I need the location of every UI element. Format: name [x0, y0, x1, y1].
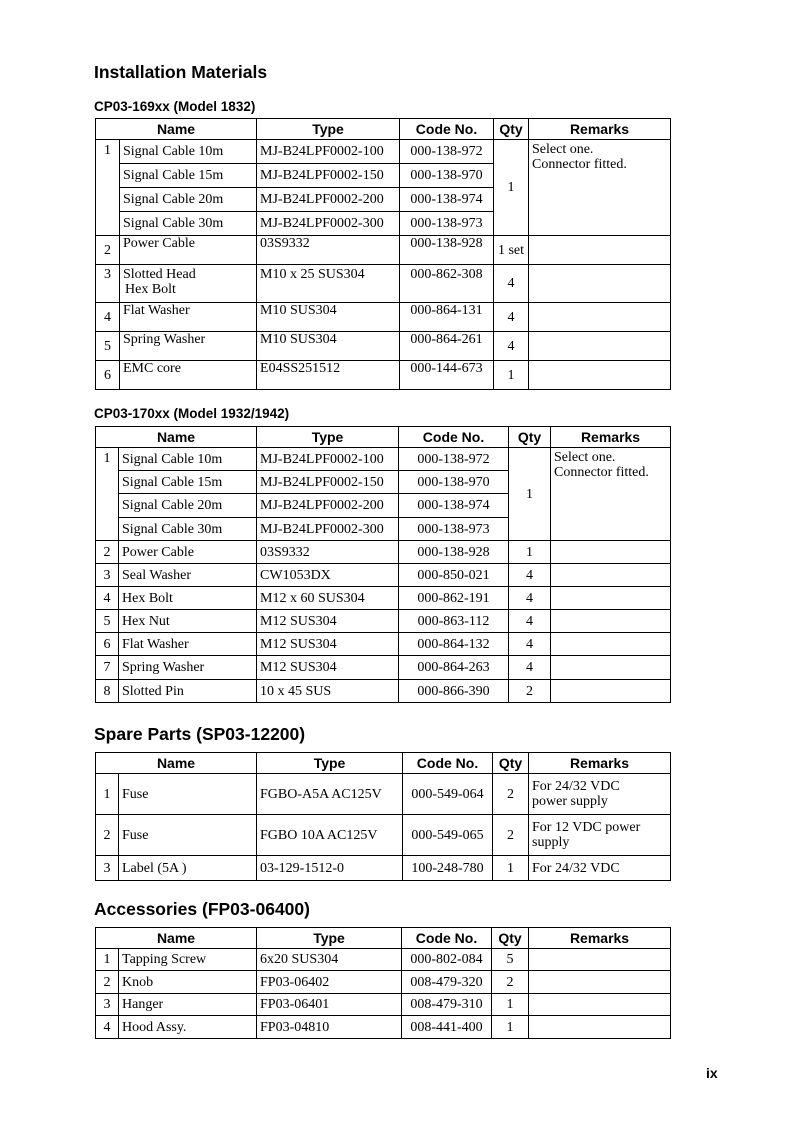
- item-qty: 4: [494, 303, 529, 332]
- item-qty: 2: [493, 774, 529, 815]
- table1-header: [96, 119, 671, 140]
- item-name-line: Hex Bolt: [125, 282, 176, 297]
- item-name: Tapping Screw: [119, 949, 257, 971]
- item-qty: 4: [509, 633, 551, 656]
- table-row: [96, 1016, 671, 1039]
- item-type: M12 SUS304: [257, 610, 399, 633]
- item-type: MJ-B24LPF0002-200: [257, 188, 400, 212]
- item-type: 10 x 45 SUS: [257, 680, 399, 703]
- row-number: 3: [96, 564, 119, 587]
- item-code: 000-138-928: [399, 541, 509, 564]
- remarks-line: supply: [532, 835, 570, 850]
- item-type: M12 x 60 SUS304: [257, 587, 399, 610]
- item-remarks: [551, 680, 671, 703]
- item-remarks: [529, 303, 671, 332]
- item-code: 000-864-131: [400, 303, 494, 332]
- col-type-header: Type: [257, 928, 402, 949]
- item-remarks: [551, 541, 671, 564]
- row-number: 2: [96, 815, 119, 856]
- item-name: Spring Washer: [119, 656, 257, 680]
- item-type: M10 SUS304: [257, 303, 400, 332]
- table-row: [96, 994, 671, 1016]
- table2-title: CP03-170xx (Model 1932/1942): [94, 406, 290, 421]
- row-number: 1: [96, 448, 119, 541]
- item-type: 03-129-1512-0: [257, 856, 403, 881]
- item-remarks: [551, 564, 671, 587]
- item-remarks: [529, 140, 671, 236]
- row-number: 4: [96, 1016, 119, 1039]
- item-remarks: [529, 265, 671, 303]
- item-type: M12 SUS304: [257, 633, 399, 656]
- item-remarks: [529, 815, 671, 856]
- col-name-header: Name: [96, 427, 257, 448]
- col-name-header: Name: [96, 119, 257, 140]
- item-remarks: [529, 774, 671, 815]
- row-number: 8: [96, 680, 119, 703]
- item-type: 03S9332: [257, 541, 399, 564]
- col-qty-header: Qty: [509, 427, 551, 448]
- item-name: Signal Cable 15m: [120, 164, 257, 188]
- item-remarks: [529, 994, 671, 1016]
- table2-header: [96, 427, 671, 448]
- item-remarks: [529, 361, 671, 390]
- item-type: FP03-06402: [257, 971, 402, 994]
- item-code: 000-862-308: [400, 265, 494, 303]
- table-row: [96, 949, 671, 971]
- table-row: [96, 265, 671, 303]
- table-row: [96, 541, 671, 564]
- item-code: 100-248-780: [403, 856, 493, 881]
- item-code: 000-862-191: [399, 587, 509, 610]
- col-name-header: Name: [96, 928, 257, 949]
- table-row: [96, 303, 671, 332]
- item-qty: 1: [492, 994, 529, 1016]
- remarks-line: Connector fitted.: [532, 157, 627, 172]
- item-qty: 1: [493, 856, 529, 881]
- item-code: 000-138-972: [400, 140, 494, 164]
- col-qty-header: Qty: [494, 119, 529, 140]
- item-name: Hanger: [119, 994, 257, 1016]
- remarks-line: Connector fitted.: [554, 465, 649, 480]
- table-row: [96, 656, 671, 680]
- row-number: 6: [96, 633, 119, 656]
- item-code: 008-479-310: [402, 994, 492, 1016]
- col-type-header: Type: [257, 119, 400, 140]
- row-number: 2: [96, 971, 119, 994]
- item-name: Signal Cable 20m: [120, 188, 257, 212]
- col-code-header: Code No.: [399, 427, 509, 448]
- item-qty: 2: [493, 815, 529, 856]
- item-code: 000-549-065: [403, 815, 493, 856]
- item-qty: 4: [509, 656, 551, 680]
- col-name-header: Name: [96, 753, 257, 774]
- row-number: 6: [96, 361, 120, 390]
- table-row: [96, 633, 671, 656]
- item-name: Power Cable: [119, 541, 257, 564]
- item-type: CW1053DX: [257, 564, 399, 587]
- table-row: [96, 774, 671, 815]
- item-remarks: [529, 332, 671, 361]
- row-number: 2: [96, 236, 120, 265]
- item-name: Fuse: [119, 815, 257, 856]
- item-type: MJ-B24LPF0002-150: [257, 471, 399, 494]
- table1: [95, 118, 671, 390]
- item-remarks: For 24/32 VDC: [529, 856, 671, 881]
- item-qty: 2: [509, 680, 551, 703]
- item-name: Flat Washer: [119, 633, 257, 656]
- item-name: Signal Cable 30m: [120, 212, 257, 236]
- item-type: MJ-B24LPF0002-100: [257, 448, 399, 471]
- item-name: Seal Washer: [119, 564, 257, 587]
- table-row: [96, 236, 671, 265]
- item-code: 000-138-972: [399, 448, 509, 471]
- item-code: 008-479-320: [402, 971, 492, 994]
- item-code: 000-866-390: [399, 680, 509, 703]
- col-code-header: Code No.: [402, 928, 492, 949]
- item-name: Knob: [119, 971, 257, 994]
- item-type: MJ-B24LPF0002-100: [257, 140, 400, 164]
- item-type: M10 x 25 SUS304: [257, 265, 400, 303]
- item-qty: 1: [494, 361, 529, 390]
- col-remarks-header: Remarks: [529, 753, 671, 774]
- row-number: 7: [96, 656, 119, 680]
- item-name: Spring Washer: [120, 332, 257, 361]
- table-row: [96, 680, 671, 703]
- item-remarks: [529, 949, 671, 971]
- item-code: 000-549-064: [403, 774, 493, 815]
- item-type: FP03-04810: [257, 1016, 402, 1039]
- item-code: 000-138-970: [400, 164, 494, 188]
- table1-title: CP03-169xx (Model 1832): [94, 99, 256, 114]
- item-code: 000-138-973: [400, 212, 494, 236]
- item-type: E04SS251512: [257, 361, 400, 390]
- table-row: [96, 448, 671, 471]
- item-name: [120, 265, 257, 303]
- item-remarks: [551, 448, 671, 541]
- item-type: M12 SUS304: [257, 656, 399, 680]
- item-remarks: [551, 633, 671, 656]
- row-number: 3: [96, 265, 120, 303]
- item-remarks: [529, 236, 671, 265]
- item-name: Signal Cable 30m: [119, 518, 257, 541]
- row-number: 1: [96, 949, 119, 971]
- item-qty: 4: [494, 265, 529, 303]
- table-row: [96, 361, 671, 390]
- item-name: Fuse: [119, 774, 257, 815]
- item-name: Hex Bolt: [119, 587, 257, 610]
- item-qty: 1: [509, 541, 551, 564]
- remarks-line: Select one.: [532, 142, 594, 157]
- col-qty-header: Qty: [492, 928, 529, 949]
- col-remarks-header: Remarks: [551, 427, 671, 448]
- row-number: 5: [96, 610, 119, 633]
- item-remarks: [529, 1016, 671, 1039]
- table-row: [96, 140, 671, 164]
- row-number: 4: [96, 303, 120, 332]
- row-number: 4: [96, 587, 119, 610]
- item-code: 008-441-400: [402, 1016, 492, 1039]
- table-row: [96, 971, 671, 994]
- item-name: Hood Assy.: [119, 1016, 257, 1039]
- item-type: 6x20 SUS304: [257, 949, 402, 971]
- spare-parts-heading: Spare Parts (SP03-12200): [94, 724, 306, 744]
- item-name: Signal Cable 10m: [119, 448, 257, 471]
- item-name: Flat Washer: [120, 303, 257, 332]
- item-code: 000-144-673: [400, 361, 494, 390]
- table-row: [96, 610, 671, 633]
- table4-header: [96, 928, 671, 949]
- table-row: [96, 587, 671, 610]
- remarks-line: power supply: [532, 794, 608, 809]
- page-number: ix: [706, 1065, 718, 1081]
- table-row: [96, 856, 671, 881]
- item-type: 03S9332: [257, 236, 400, 265]
- col-type-header: Type: [257, 753, 403, 774]
- col-remarks-header: Remarks: [529, 119, 671, 140]
- item-name: Signal Cable 20m: [119, 494, 257, 518]
- remarks-line: For 12 VDC power: [532, 820, 641, 835]
- row-number: 5: [96, 332, 120, 361]
- row-number: 3: [96, 856, 119, 881]
- item-qty: 1: [492, 1016, 529, 1039]
- table-row: [96, 815, 671, 856]
- item-code: 000-138-974: [399, 494, 509, 518]
- table-row: [96, 332, 671, 361]
- col-qty-header: Qty: [493, 753, 529, 774]
- item-code: 000-850-021: [399, 564, 509, 587]
- item-name: EMC core: [120, 361, 257, 390]
- item-remarks: [551, 656, 671, 680]
- table-row: [96, 564, 671, 587]
- item-type: MJ-B24LPF0002-300: [257, 212, 400, 236]
- table2: [95, 426, 671, 703]
- item-qty: 4: [509, 610, 551, 633]
- item-qty: 1 set: [494, 236, 529, 265]
- item-type: MJ-B24LPF0002-300: [257, 518, 399, 541]
- item-name: Power Cable: [120, 236, 257, 265]
- item-code: 000-138-928: [400, 236, 494, 265]
- item-qty: 4: [494, 332, 529, 361]
- item-qty: 2: [492, 971, 529, 994]
- item-qty: 1: [509, 448, 551, 541]
- item-code: 000-138-973: [399, 518, 509, 541]
- item-name-line: Slotted Head: [123, 267, 196, 282]
- table3: [95, 752, 671, 881]
- accessories-heading: Accessories (FP03-06400): [94, 899, 310, 919]
- table4: [95, 927, 671, 1039]
- item-type: FP03-06401: [257, 994, 402, 1016]
- item-remarks: [551, 610, 671, 633]
- item-qty: 5: [492, 949, 529, 971]
- item-name: Signal Cable 15m: [119, 471, 257, 494]
- item-qty: 4: [509, 587, 551, 610]
- item-code: 000-863-112: [399, 610, 509, 633]
- remarks-line: Select one.: [554, 450, 616, 465]
- item-code: 000-864-263: [399, 656, 509, 680]
- item-qty: 4: [509, 564, 551, 587]
- item-type: MJ-B24LPF0002-150: [257, 164, 400, 188]
- item-qty: 1: [494, 140, 529, 236]
- col-type-header: Type: [257, 427, 399, 448]
- item-remarks: [529, 971, 671, 994]
- item-code: 000-802-084: [402, 949, 492, 971]
- col-code-header: Code No.: [400, 119, 494, 140]
- item-code: 000-864-132: [399, 633, 509, 656]
- item-type: M10 SUS304: [257, 332, 400, 361]
- item-remarks: [551, 587, 671, 610]
- table3-header: [96, 753, 671, 774]
- item-code: 000-864-261: [400, 332, 494, 361]
- remarks-line: For 24/32 VDC: [532, 779, 620, 794]
- row-number: 2: [96, 541, 119, 564]
- item-code: 000-138-974: [400, 188, 494, 212]
- installation-materials-heading: Installation Materials: [94, 62, 268, 82]
- item-type: FGBO 10A AC125V: [257, 815, 403, 856]
- row-number: 1: [96, 774, 119, 815]
- col-remarks-header: Remarks: [529, 928, 671, 949]
- item-name: Signal Cable 10m: [120, 140, 257, 164]
- item-type: MJ-B24LPF0002-200: [257, 494, 399, 518]
- col-code-header: Code No.: [403, 753, 493, 774]
- item-code: 000-138-970: [399, 471, 509, 494]
- item-type: FGBO-A5A AC125V: [257, 774, 403, 815]
- row-number: 1: [96, 140, 120, 236]
- row-number: 3: [96, 994, 119, 1016]
- item-name: Hex Nut: [119, 610, 257, 633]
- item-name: Label (5A ): [119, 856, 257, 881]
- item-name: Slotted Pin: [119, 680, 257, 703]
